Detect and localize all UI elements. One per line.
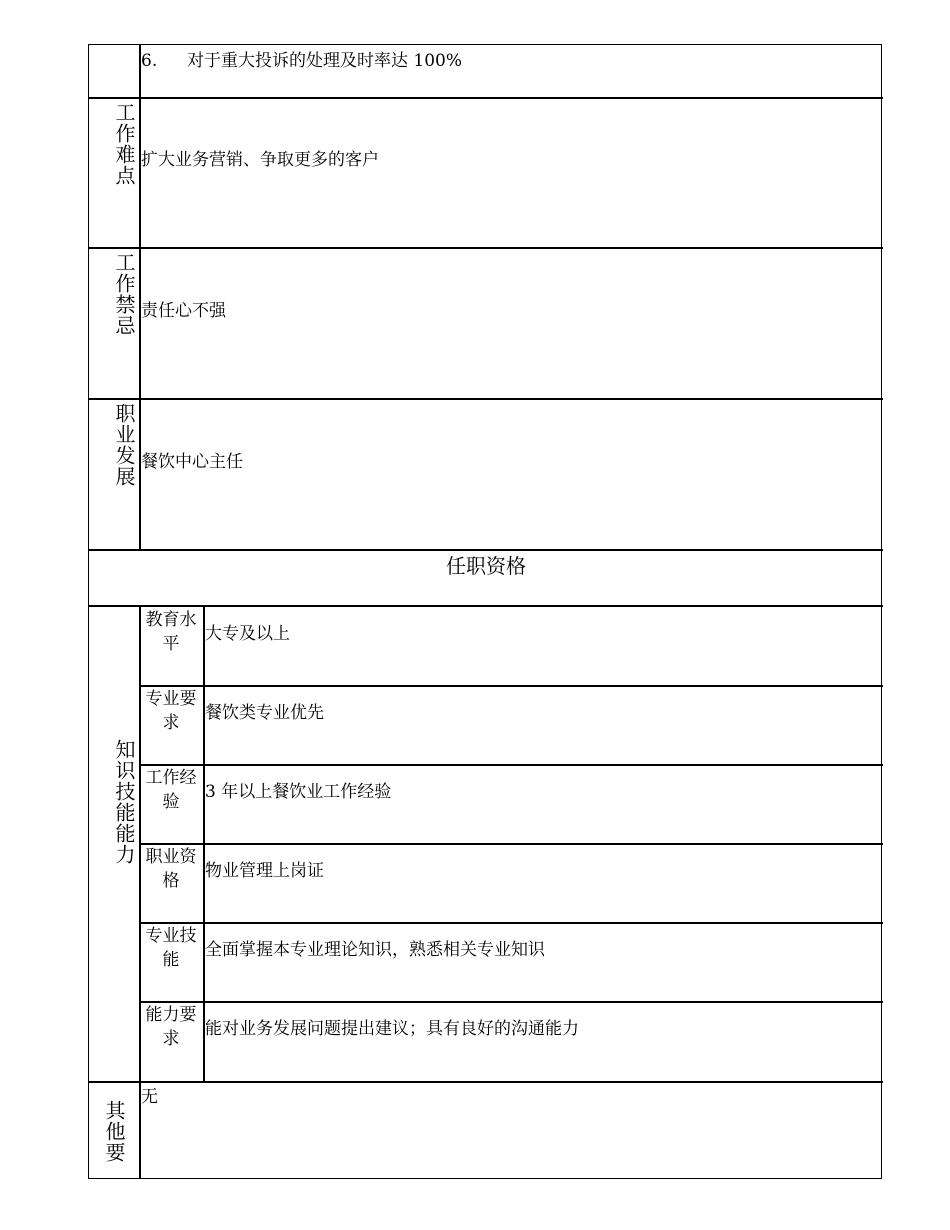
content-major: 餐饮类专业优先 [205,703,324,723]
sublabel-major: 专业要求 [145,689,197,733]
row-divider [89,549,883,551]
content-education: 大专及以上 [205,624,290,644]
row-divider [89,398,883,400]
row-content-difficulty: 扩大业务营销、争取更多的客户 [141,150,379,170]
row-divider [139,1001,883,1003]
row-divider [89,97,883,99]
row-divider [139,843,883,845]
top-item-number: 6. [141,51,158,71]
content-ability: 能对业务发展问题提出建议；具有良好的沟通能力 [205,1019,579,1039]
row-label-career: 职业发展 [112,403,136,487]
row-divider [139,922,883,924]
job-description-table [88,44,882,1179]
row-label-taboo: 工作禁忌 [112,252,136,336]
row-label-difficulty: 工作难点 [112,102,136,186]
sublabel-skills: 专业技能 [145,926,197,970]
content-skills: 全面掌握本专业理论知识，熟悉相关专业知识 [205,940,545,960]
row-divider [139,764,883,766]
row-divider [139,685,883,687]
label-column-divider-top [139,45,141,550]
content-certification: 物业管理上岗证 [205,861,324,881]
row-content-other: 无 [141,1087,158,1107]
sublabel-certification: 职业资格 [145,847,197,891]
row-divider [89,247,883,249]
sublabel-education: 教育水平 [145,610,197,654]
row-content-taboo: 责任心不强 [141,301,226,321]
qualifications-title: 任职资格 [446,554,526,578]
qualifications-group-label: 知识技能能力 [112,739,136,865]
row-content-career: 餐饮中心主任 [141,452,243,472]
row-divider [89,605,883,607]
row-label-other: 其他要 [102,1099,126,1163]
top-item-text: 对于重大投诉的处理及时率达 100% [187,51,463,71]
content-experience: 3 年以上餐饮业工作经验 [205,782,392,802]
sublabel-experience: 工作经验 [145,768,197,812]
row-divider [89,1081,883,1083]
sublabel-ability: 能力要求 [145,1005,197,1049]
